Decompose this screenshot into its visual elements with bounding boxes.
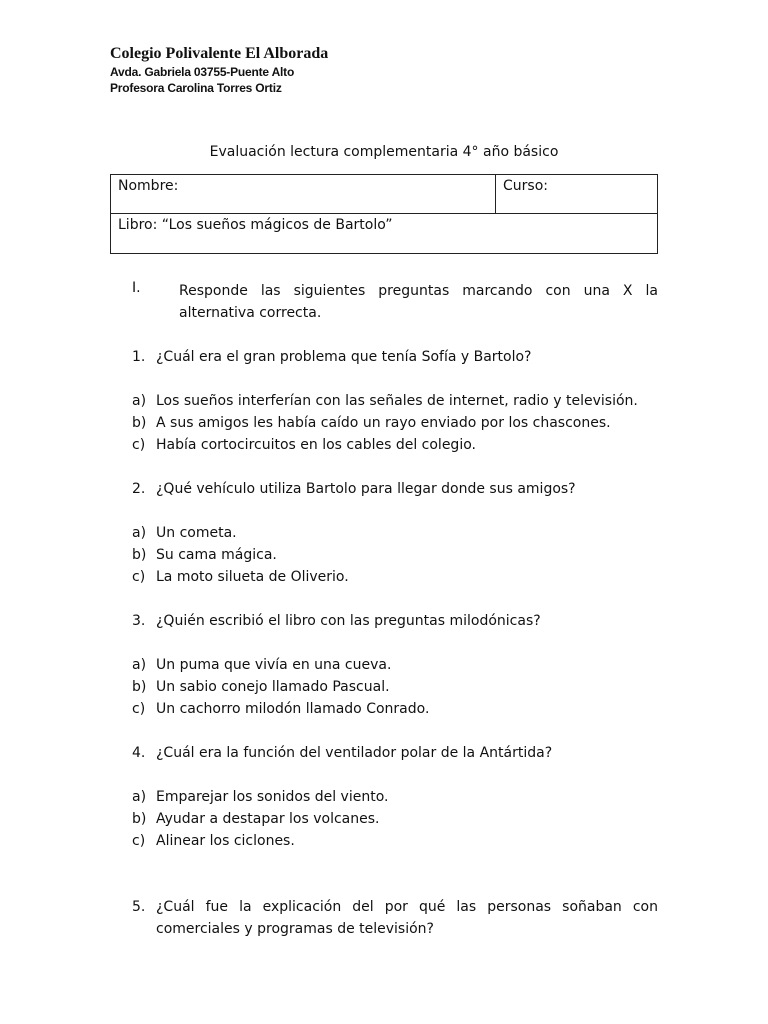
question-number: 2.: [132, 481, 146, 497]
option-letter: a): [132, 657, 147, 673]
school-name: Colegio Polivalente El Alborada: [110, 45, 329, 62]
option-text: Había cortocircuitos en los cables del colegio.: [156, 437, 476, 453]
option-letter: c): [132, 701, 146, 717]
option-text: La moto silueta de Oliverio.: [156, 569, 349, 585]
school-header: [110, 44, 328, 96]
option-letter: b): [132, 547, 147, 563]
question-number: 1.: [132, 349, 146, 365]
option-text: Un cachorro milodón llamado Conrado.: [156, 701, 430, 717]
option-letter: a): [132, 393, 147, 409]
course-cell[interactable]: [496, 175, 658, 214]
option-letter: c): [132, 437, 146, 453]
question-text-line-1: ¿Cuál fue la explicación del por qué las personas soñaban con: [156, 899, 658, 915]
question-number: 5.: [132, 899, 146, 915]
question-text: ¿Quién escribió el libro con las preguntas milodónicas?: [156, 613, 541, 629]
option-letter: a): [132, 525, 147, 541]
option-text: Un puma que vivía en una cueva.: [156, 657, 392, 673]
instruction-line-1: Responde las siguientes preguntas marcando con una X la: [179, 283, 658, 299]
evaluation-title: Evaluación lectura complementaria 4° año básico: [209, 144, 559, 160]
question-text: ¿Cuál era el gran problema que tenía Sofía y Bartolo?: [156, 349, 532, 365]
option-text: Los sueños interferían con las señales de internet, radio y televisión.: [156, 393, 638, 409]
option-text: A sus amigos les había caído un rayo enviado por los chascones.: [156, 415, 611, 431]
question-text: ¿Cuál era la función del ventilador polar de la Antártida?: [156, 745, 553, 761]
course-label: Curso:: [503, 178, 548, 194]
option-text: Un sabio conejo llamado Pascual.: [156, 679, 390, 695]
option-letter: a): [132, 789, 147, 805]
option-text: Emparejar los sonidos del viento.: [156, 789, 389, 805]
option-text: Su cama mágica.: [156, 547, 277, 563]
teacher-name: Profesora Carolina Torres Ortiz: [110, 81, 282, 95]
option-letter: b): [132, 679, 147, 695]
option-letter: b): [132, 811, 147, 827]
option-letter: b): [132, 415, 147, 431]
book-cell: [111, 214, 658, 254]
school-address: Avda. Gabriela 03755-Puente Alto: [110, 65, 295, 79]
name-cell[interactable]: [111, 175, 496, 214]
option-text: Alinear los ciclones.: [156, 833, 295, 849]
option-letter: c): [132, 569, 146, 585]
name-label: Nombre:: [118, 178, 179, 194]
book-label: Libro: “Los sueños mágicos de Bartolo”: [118, 217, 393, 233]
option-text: Un cometa.: [156, 525, 237, 541]
question-text: ¿Qué vehículo utiliza Bartolo para llegar donde sus amigos?: [156, 481, 576, 497]
instruction-line-2: alternativa correcta.: [179, 305, 322, 321]
question-number: 3.: [132, 613, 146, 629]
question-number: 4.: [132, 745, 146, 761]
question-text-line-2: comerciales y programas de televisión?: [156, 921, 434, 937]
option-letter: c): [132, 833, 146, 849]
option-text: Ayudar a destapar los volcanes.: [156, 811, 380, 827]
student-info-table: [110, 174, 658, 254]
section-number: I.: [132, 280, 141, 296]
